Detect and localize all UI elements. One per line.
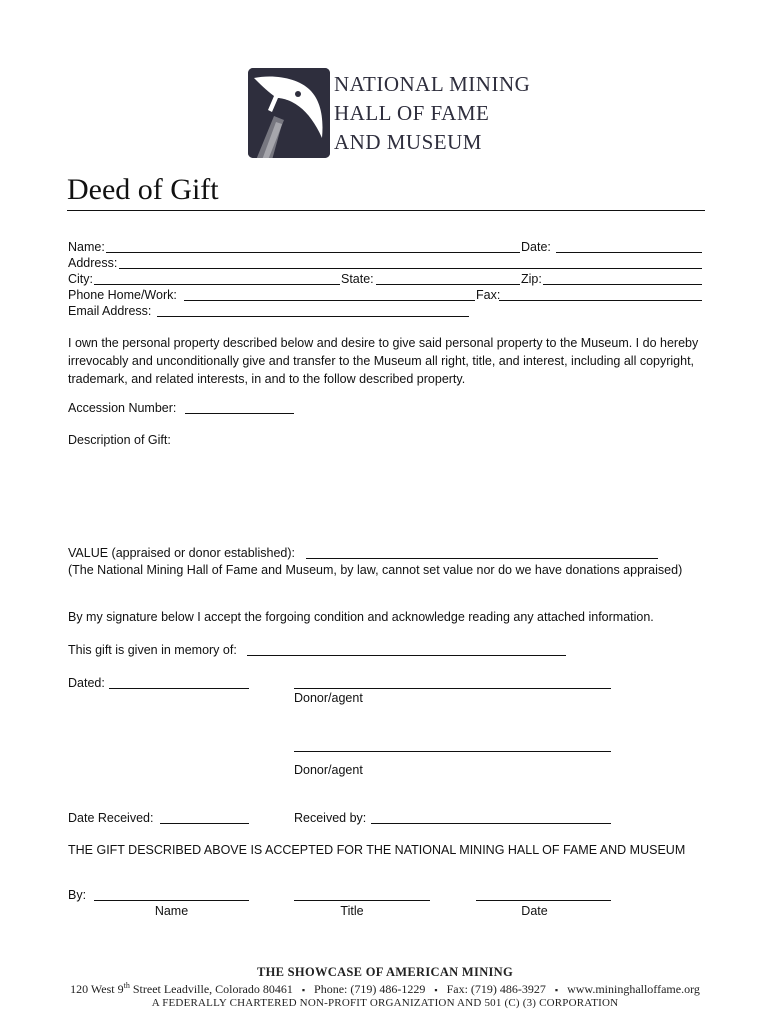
description-label: Description of Gift: <box>68 433 171 447</box>
state-field[interactable] <box>376 284 520 285</box>
footer-address: 120 West 9th Street Leadville, Colorado 80461 <box>70 981 293 996</box>
city-label: City: <box>68 272 93 286</box>
value-field[interactable] <box>306 558 658 559</box>
by-label: By: <box>68 888 87 902</box>
footer-phone: Phone: (719) 486-1229 <box>314 982 426 996</box>
ownership-statement: I own the personal property described below and desire to give said personal property to the Museum. I do hereby irrevocably and unconditionally give and transfer to the Museum all right, title, and interest, including all copyright, trademark, and related interests, in and to the follow described property. <box>68 336 699 386</box>
accession-label: Accession Number: <box>68 401 177 415</box>
sign-date-label: Date <box>521 904 548 918</box>
address-field[interactable] <box>119 268 702 269</box>
accession-field[interactable] <box>185 413 294 414</box>
title-rule <box>67 210 705 211</box>
state-label: State: <box>341 272 374 286</box>
sign-title-label: Title <box>340 904 364 918</box>
bullet-icon: ▪ <box>554 985 559 995</box>
pickaxe-icon <box>248 68 330 158</box>
sign-name-label: Name <box>154 904 189 918</box>
logo-mark <box>248 68 330 158</box>
donor-signature-2[interactable] <box>294 751 611 752</box>
value-note: (The National Mining Hall of Fame and Museum, by law, cannot set value nor do we have donations appraised) <box>68 563 683 577</box>
footer-website[interactable]: www.mininghalloffame.org <box>567 982 700 996</box>
memory-field[interactable] <box>247 655 566 656</box>
memory-label: This gift is given in memory of: <box>68 643 237 657</box>
email-label: Email Address: <box>68 304 152 318</box>
name-field[interactable] <box>106 252 520 253</box>
footer-fax: Fax: (719) 486-3927 <box>446 982 546 996</box>
zip-label: Zip: <box>521 272 542 286</box>
date-received-label: Date Received: <box>68 811 154 825</box>
bullet-icon: ▪ <box>434 985 438 995</box>
received-by-label: Received by: <box>294 811 367 825</box>
city-field[interactable] <box>94 284 340 285</box>
footer-charter: A FEDERALLY CHARTERED NON-PROFIT ORGANIZATION AND 501 (C) (3) CORPORATION <box>151 997 619 1009</box>
by-title-field[interactable] <box>294 900 430 901</box>
bullet-icon: ▪ <box>301 985 306 995</box>
by-name-field[interactable] <box>94 900 249 901</box>
date-field[interactable] <box>556 252 702 253</box>
donor-label-2: Donor/agent <box>294 763 363 777</box>
received-by-field[interactable] <box>371 823 611 824</box>
name-label: Name: <box>68 240 105 254</box>
acceptance-statement: THE GIFT DESCRIBED ABOVE IS ACCEPTED FOR THE NATIONAL MINING HALL OF FAME AND MUSEUM <box>68 843 686 857</box>
phone-label: Phone Home/Work: <box>68 288 177 302</box>
value-label: VALUE (appraised or donor established): <box>68 546 295 560</box>
phone-field[interactable] <box>184 300 475 301</box>
donor-label-1: Donor/agent <box>294 691 363 705</box>
signature-statement: By my signature below I accept the forgoing condition and acknowledge reading any attached information. <box>68 610 654 624</box>
donor-signature-1[interactable] <box>294 688 611 689</box>
fax-label: Fax: <box>476 288 501 302</box>
fax-field[interactable] <box>499 300 702 301</box>
logo-line-3: AND MUSEUM <box>334 130 482 154</box>
footer-tagline: THE SHOWCASE OF AMERICAN MINING <box>256 965 514 979</box>
zip-field[interactable] <box>543 284 702 285</box>
email-field[interactable] <box>157 316 469 317</box>
logo-line-2: HALL OF FAME <box>334 101 490 125</box>
dated-field[interactable] <box>109 688 249 689</box>
page-title: Deed of Gift <box>67 173 219 206</box>
by-date-field[interactable] <box>476 900 611 901</box>
address-label: Address: <box>68 256 118 270</box>
date-received-field[interactable] <box>160 823 249 824</box>
date-label: Date: <box>521 240 551 254</box>
dated-label: Dated: <box>68 676 105 690</box>
footer-contact <box>0 981 770 997</box>
logo-line-1: NATIONAL MINING <box>334 72 531 96</box>
